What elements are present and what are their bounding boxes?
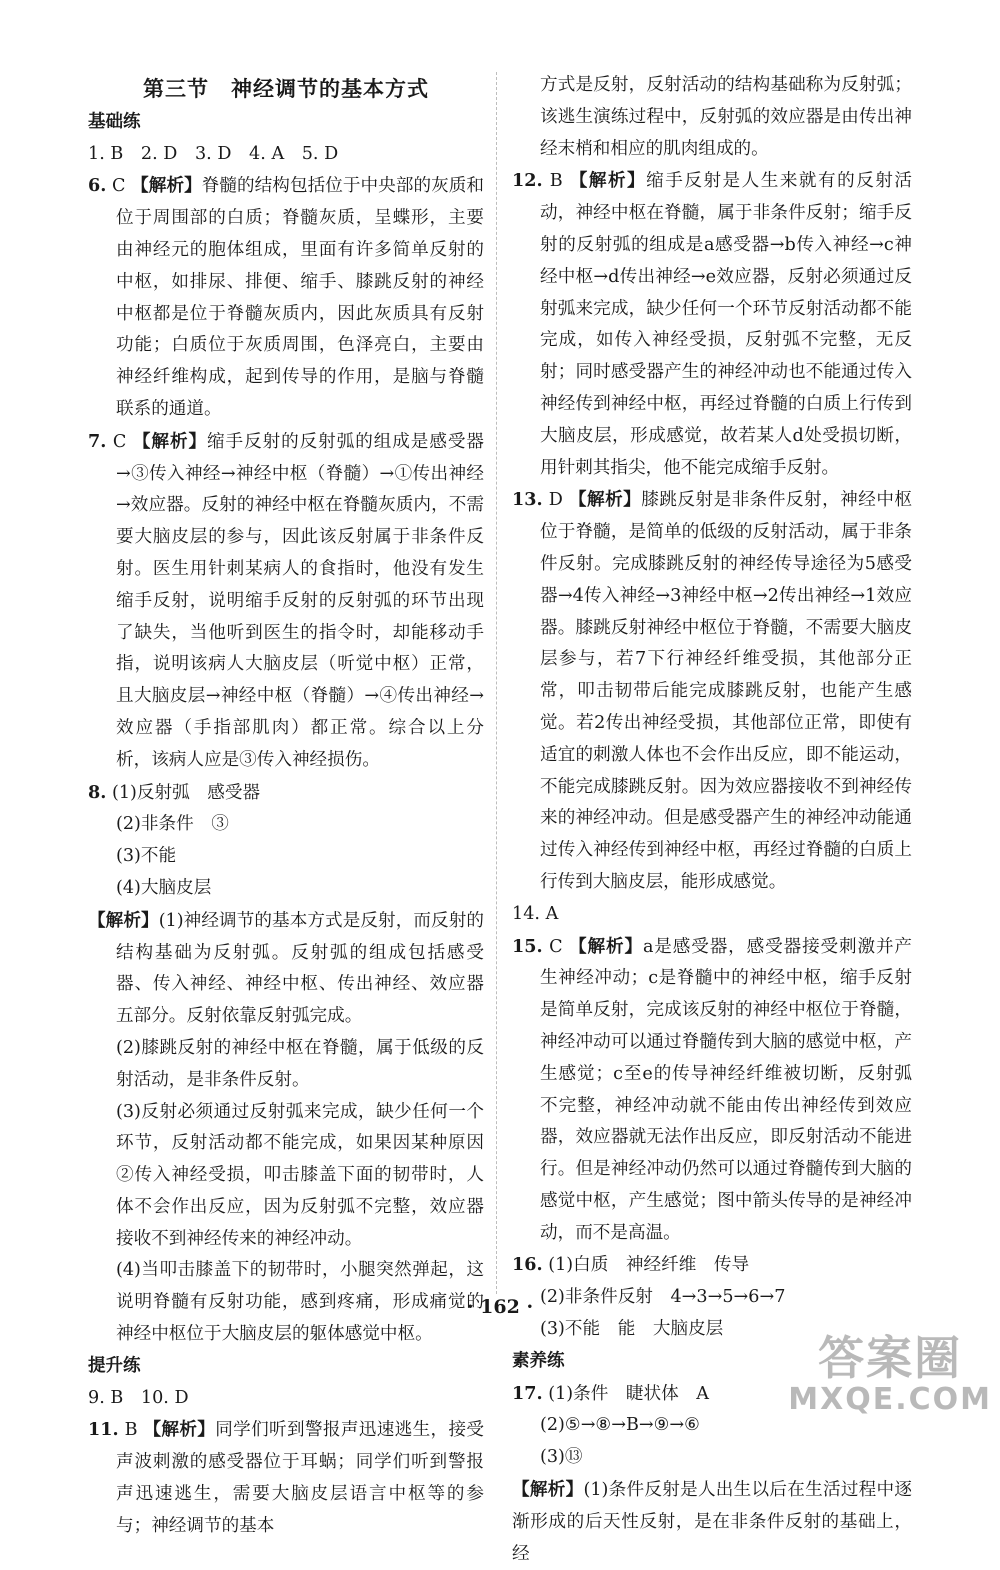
- question-7: 7. C 【解析】缩手反射的反射弧的组成是感受器→③传入神经→神经中枢（脊髓）→①传出神经→效应器。反射的神经中枢在脊髓灰质内，不需要大脑皮层的参与，因此该反射属于非条件反射。医生用针刺某病人的食指时，他没有发生缩手反射，说明缩手反射的反射弧的环节出现了缺失，当他听到医生的指令时，却能移动手指，说明该病人大脑皮层（听觉中枢）正常，且大脑皮层→神经中枢（脊髓）→④传出神经→效应器（手指部肌肉）都正常。综合以上分析，该病人应是③传入神经损伤。: [88, 430, 484, 770]
- answers-1-5: 1. B 2. D 3. D 4. A 5. D: [88, 143, 339, 164]
- question-17: 17. (1)条件 睫状体 A (2)⑤→⑧→B→⑨→⑥ (3)⑬ 【解析】(1)条件反射是人出生以后在生活过程中逐渐形成的后天性反射，是在非条件反射的基础上，经: [512, 1382, 912, 1564]
- section-title: 第三节 神经调节的基本方式: [143, 77, 429, 101]
- question-11: 11. B 【解析】同学们听到警报声迅速逃生，接受声波刺激的感受器位于耳蜗；同学们听到警报声迅速逃生，需要大脑皮层语言中枢等的参与；神经调节的基本: [88, 1419, 485, 1536]
- watermark-logo: 答案圈: [818, 1331, 963, 1385]
- left-column: [88, 70, 484, 1543]
- answers-9-10: 9. B 10. D: [88, 1387, 189, 1408]
- question-8: 8. (1)反射弧 感受器 (2)非条件 ③ (3)不能 (4)大脑皮层 【解析】(1)神经调节的基本方式是反射，而反射的结构基础为反射弧。反射弧的组成包括感受器、传入神经、神经中枢、传出神经、效应器五部分。反射依靠反射弧完成。 (2)膝跳反射的神经中枢在脊髓，属于低级的反射活动，是非条件反射。 (3)反射必须通过反射弧来完成，缺少任何一个环节，反射活动都不能完成，如果因某种原因②传入神经受损，叩击膝盖下面的韧带时，人体不会作出反应，因为反射弧不完整，效应器接收不到神经传来的神经冲动。 (4)当叩击膝盖下的韧带时，小腿突然弹起，这说明脊髓有反射功能，感到疼痛，形成痛觉的神经中枢位于大脑皮层的躯体感觉中枢。: [88, 781, 484, 1345]
- question-6: 6. C 【解析】脊髓的结构包括位于中央部的灰质和位于周围部的白质；脊髓灰质，呈蝶形，主要由神经元的胞体组成，里面有许多简单反射的中枢，如排尿、排便、缩手、膝跳反射的神经中枢都是位于脊髓灰质内，因此灰质具有反射功能；白质位于灰质周围，色泽亮白，主要由神经纤维构成，起到传导的作用，是脑与脊髓联系的通道。: [88, 175, 484, 419]
- section-basic-heading: 基础练: [88, 111, 141, 132]
- watermark-site: MXQE.COM: [788, 1382, 992, 1417]
- question-16: 16. (1)白质 神经纤维 传导 (2)非条件反射 4→3→5→6→7 (3)不能 能 大脑皮层: [512, 1254, 786, 1340]
- column-divider: [496, 72, 497, 1294]
- answer-14: 14. A: [512, 903, 559, 924]
- question-15: 15. C 【解析】a是感受器，感受器接受刺激并产生神经冲动；c是脊髓中的神经中枢，缩手反射是简单反射，完成该反射的神经中枢位于脊髓，神经冲动可以通过脊髓传到大脑的感觉中枢，产生感觉；c至e的传导神经纤维被切断，反射弧不完整，神经冲动就不能由传出神经传到效应器，效应器就无法作出反应，即反射活动不能进行。但是神经冲动仍然可以通过脊髓传到大脑的感觉中枢，产生感觉；图中箭头传导的是神经冲动，而不是高温。: [512, 935, 913, 1243]
- watermark: [788, 1332, 992, 1416]
- question-12: 12. B 【解析】缩手反射是人生来就有的反射活动，神经中枢在脊髓，属于非条件反射；缩手反射的反射弧的组成是a感受器→b传入神经→c神经中枢→d传出神经→e效应器，反射必须通过反射弧来完成，缺少任何一个环节反射活动都不能完成，如传入神经受损，反射弧不完整，无反射；同时感受器产生的神经冲动也不能通过传入神经传到神经中枢，再经过脊髓的白质上行传到大脑皮层，形成感觉，故若某人d处受损切断，用针刺其指尖，他不能完成缩手反射。: [512, 170, 913, 478]
- section-advanced-heading: 提升练: [88, 1355, 141, 1376]
- question-13: 13. D 【解析】膝跳反射是非条件反射，神经中枢位于脊髓，是简单的低级的反射活动，属于非条件反射。完成膝跳反射的神经传导途径为5感受器→4传入神经→3神经中枢→2传出神经→1效应器。膝跳反射神经中枢位于脊髓，不需要大脑皮层参与，若7下行神经纤维受损，其他部分正常，叩击韧带后能完成膝跳反射，也能产生感觉。若2传出神经受损，其他部位正常，即使有适宜的刺激人体也不会作出反应，即不能运动，不能完成膝跳反射。因为效应器接收不到神经传来的神经冲动。但是感受器产生的神经冲动能通过传入神经传到神经中枢，再经过脊髓的白质上行传到大脑皮层，能形成感觉。: [512, 489, 913, 892]
- page-number: · 162 ·: [466, 1296, 534, 1318]
- section-literacy-heading: 素养练: [512, 1350, 565, 1371]
- question-11-continued: 方式是反射，反射活动的结构基础称为反射弧；该逃生演练过程中，反射弧的效应器是由传出神经末梢和相应的肌肉组成的。: [540, 75, 912, 159]
